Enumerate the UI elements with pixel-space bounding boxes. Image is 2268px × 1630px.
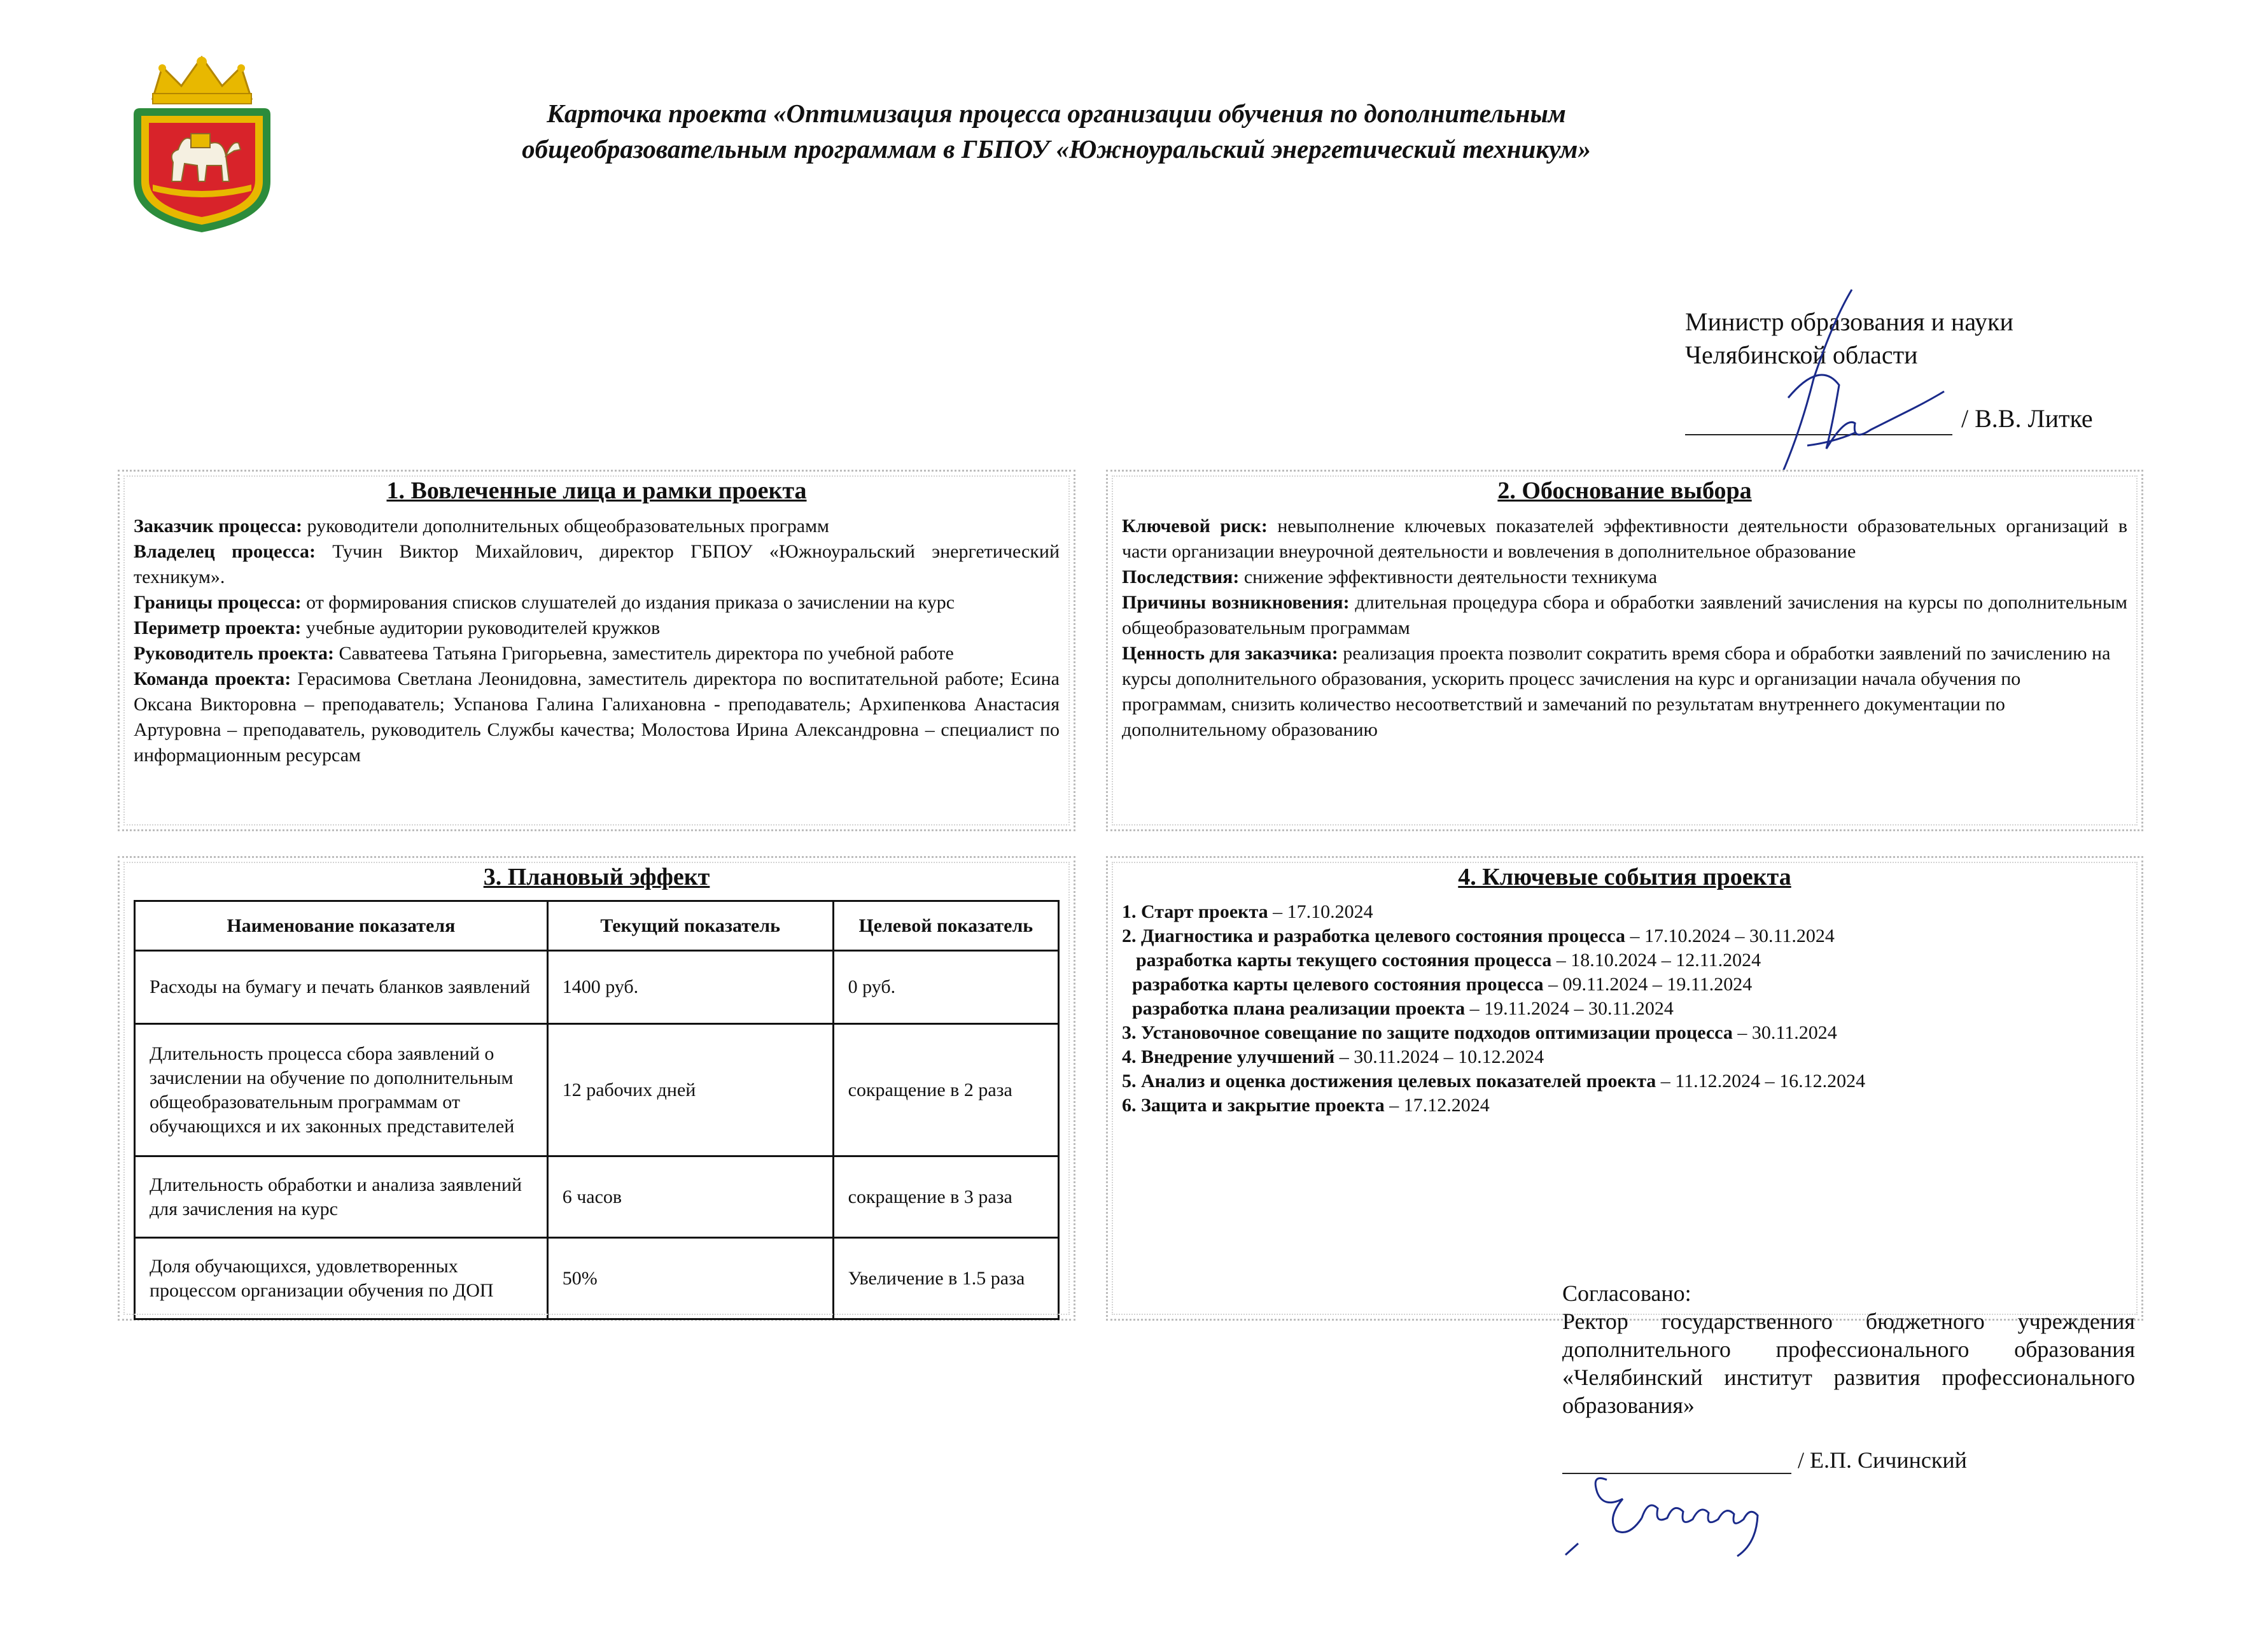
event-date: – 09.11.2024 – 19.11.2024 — [1543, 974, 1753, 995]
cell-target: сокращение в 2 раза — [833, 1024, 1058, 1156]
minister-name: / В.В. Литке — [1961, 404, 2093, 433]
event-item — [1122, 1093, 2127, 1118]
section-1-row — [134, 641, 1060, 666]
cell-target: сокращение в 3 раза — [833, 1156, 1058, 1238]
event-label: разработка карты текущего состояния процесса — [1136, 950, 1552, 971]
section-3-title: 3. Плановый эффект — [483, 864, 710, 890]
table-row — [135, 951, 1059, 1024]
cell-current: 6 часов — [547, 1156, 833, 1238]
row-label: Последствия: — [1122, 566, 1240, 587]
section-1-row — [134, 666, 1060, 768]
row-text: реализация проекта позволит сократить время сбора и обработки заявлений по зачислению на курсы дополнительного образования, ускорить процесс зачисления на курс и организации начала обучения по программам, снизить количество несоответствий и замечаний по результатам внутреннего документации по дополнительному образованию — [1122, 643, 2111, 740]
section-2-row — [1122, 641, 2127, 743]
title-line-2: общеобразовательным программам в ГБПОУ «Южноуральский энергетический техникум» — [522, 134, 1591, 164]
cell-current: 12 рабочих дней — [547, 1024, 833, 1156]
table-row — [135, 1156, 1059, 1238]
event-item — [1122, 1069, 2127, 1093]
event-label: 3. Установочное совещание по защите подходов оптимизации процесса — [1122, 1022, 1733, 1043]
event-date: – 17.10.2024 – 30.11.2024 — [1625, 925, 1835, 946]
section-1-row — [134, 539, 1060, 590]
cell-indicator: Доля обучающихся, удовлетворенных процессом организации обучения по ДОП — [135, 1238, 548, 1319]
event-item — [1122, 1021, 2127, 1045]
section-1-row — [134, 590, 1060, 615]
event-label: 4. Внедрение улучшений — [1122, 1046, 1335, 1067]
cell-indicator: Длительность обработки и анализа заявлений для зачисления на курс — [135, 1156, 548, 1238]
row-label: Команда проекта: — [134, 668, 291, 689]
cell-indicator: Расходы на бумагу и печать бланков заявлений — [135, 951, 548, 1024]
row-label: Владелец процесса: — [134, 541, 316, 562]
header-current: Текущий показатель — [547, 901, 833, 951]
row-label: Заказчик процесса: — [134, 516, 303, 537]
event-item — [1122, 1045, 2127, 1069]
table-row — [135, 1024, 1059, 1156]
section-2-row — [1122, 565, 2127, 590]
event-label: разработка плана реализации проекта — [1132, 998, 1466, 1019]
row-text: Савватеева Татьяна Григорьевна, заместитель директора по учебной работе — [333, 643, 954, 664]
event-date: – 19.11.2024 – 30.11.2024 — [1465, 998, 1674, 1019]
section-4-title: 4. Ключевые события проекта — [1458, 864, 1791, 890]
events-list — [1108, 900, 2141, 1118]
row-text: снижение эффективности деятельности техникума — [1239, 566, 1658, 587]
cell-current: 1400 руб. — [547, 951, 833, 1024]
event-subitem — [1122, 997, 2127, 1021]
row-label: Причины возникновения: — [1122, 592, 1350, 613]
rector-name: / Е.П. Сичинский — [1798, 1447, 1967, 1473]
cell-target: Увеличение в 1.5 раза — [833, 1238, 1058, 1319]
section-2-row — [1122, 590, 2127, 641]
row-text: Тучин Виктор Михайлович, директор ГБПОУ «Южноуральский энергетический техникум». — [134, 541, 1060, 587]
section-1-body — [120, 514, 1074, 768]
minister-position-line-2: Челябинской области — [1685, 341, 1918, 369]
section-justification — [1106, 470, 2143, 831]
row-text: невыполнение ключевых показателей эффективности деятельности образовательных организаций в части организации внеурочной деятельности и вовлечения в дополнительное образование — [1122, 516, 2127, 562]
table-row — [135, 1238, 1059, 1319]
section-planned-effect — [118, 856, 1075, 1321]
agreed-block — [1562, 1279, 2135, 1474]
agreed-position: Ректор государственного бюджетного учреждения дополнительного профессионального образования «Челябинский институт развития профессионального образования» — [1562, 1309, 2135, 1418]
document-title — [445, 95, 1667, 167]
rector-signature-icon — [1546, 1448, 1814, 1559]
event-date: – 11.12.2024 – 16.12.2024 — [1656, 1071, 1866, 1092]
event-date: – 17.10.2024 — [1268, 901, 1373, 922]
minister-position-line-1: Министр образования и науки — [1685, 307, 2013, 336]
event-label: 6. Защита и закрытие проекта — [1122, 1095, 1385, 1116]
event-label: 2. Диагностика и разработка целевого состояния процесса — [1122, 925, 1625, 946]
row-text: Герасимова Светлана Леонидовна, заместитель директора по воспитательной работе; Есина Оксана Викторовна – преподаватель; Успанова Галина Галихановна - преподаватель; Архипенкова Анастасия Артуровна – преподаватель, руководитель Службы качества; Молостова Ирина Александровна – специалист по информационным ресурсам — [134, 668, 1060, 766]
header-target: Целевой показатель — [833, 901, 1058, 951]
cell-target: 0 руб. — [833, 951, 1058, 1024]
section-1-title: 1. Вовлеченные лица и рамки проекта — [386, 477, 807, 504]
table-header-row — [135, 901, 1059, 951]
section-2-row — [1122, 514, 2127, 565]
minister-signature-icon — [1744, 283, 1947, 487]
row-label: Периметр проекта: — [134, 617, 302, 638]
cell-current: 50% — [547, 1238, 833, 1319]
title-line-1: Карточка проекта «Оптимизация процесса организации обучения по дополнительным — [547, 99, 1566, 128]
event-item — [1122, 900, 2127, 924]
coat-of-arms-icon — [127, 54, 277, 235]
row-label: Руководитель проекта: — [134, 643, 334, 664]
row-text: руководители дополнительных общеобразовательных программ — [302, 516, 830, 537]
row-label: Ценность для заказчика: — [1122, 643, 1338, 664]
event-date: – 17.12.2024 — [1384, 1095, 1490, 1116]
event-date: – 18.10.2024 – 12.11.2024 — [1551, 950, 1761, 971]
header-indicator: Наименование показателя — [135, 901, 548, 951]
section-1-row — [134, 514, 1060, 539]
row-label: Ключевой риск: — [1122, 516, 1268, 537]
event-subitem — [1122, 973, 2127, 997]
event-label: 1. Старт проекта — [1122, 901, 1268, 922]
row-text: длительная процедура сбора и обработки заявлений зачисления на курсы по дополнительным общеобразовательным программам — [1122, 592, 2127, 638]
cell-indicator: Длительность процесса сбора заявлений о зачислении на обучение по дополнительным общеобразовательным программам от обучающихся и их законных представителей — [135, 1024, 548, 1156]
event-item — [1122, 924, 2127, 948]
effect-table — [134, 900, 1060, 1320]
event-label: 5. Анализ и оценка достижения целевых показателей проекта — [1122, 1071, 1656, 1092]
row-label: Границы процесса: — [134, 592, 302, 613]
section-stakeholders — [118, 470, 1075, 831]
event-label: разработка карты целевого состояния процесса — [1132, 974, 1544, 995]
row-text: учебные аудитории руководителей кружков — [301, 617, 661, 638]
row-text: от формирования списков слушателей до издания приказа о зачислении на курс — [301, 592, 955, 613]
event-date: – 30.11.2024 – 10.12.2024 — [1334, 1046, 1544, 1067]
event-date: – 30.11.2024 — [1732, 1022, 1837, 1043]
agreed-label: Согласовано: — [1562, 1281, 1691, 1306]
section-2-body — [1108, 514, 2141, 743]
section-2-title: 2. Обоснование выбора — [1497, 477, 1752, 504]
event-subitem — [1122, 948, 2127, 973]
section-1-row — [134, 615, 1060, 641]
section-key-events — [1106, 856, 2143, 1321]
